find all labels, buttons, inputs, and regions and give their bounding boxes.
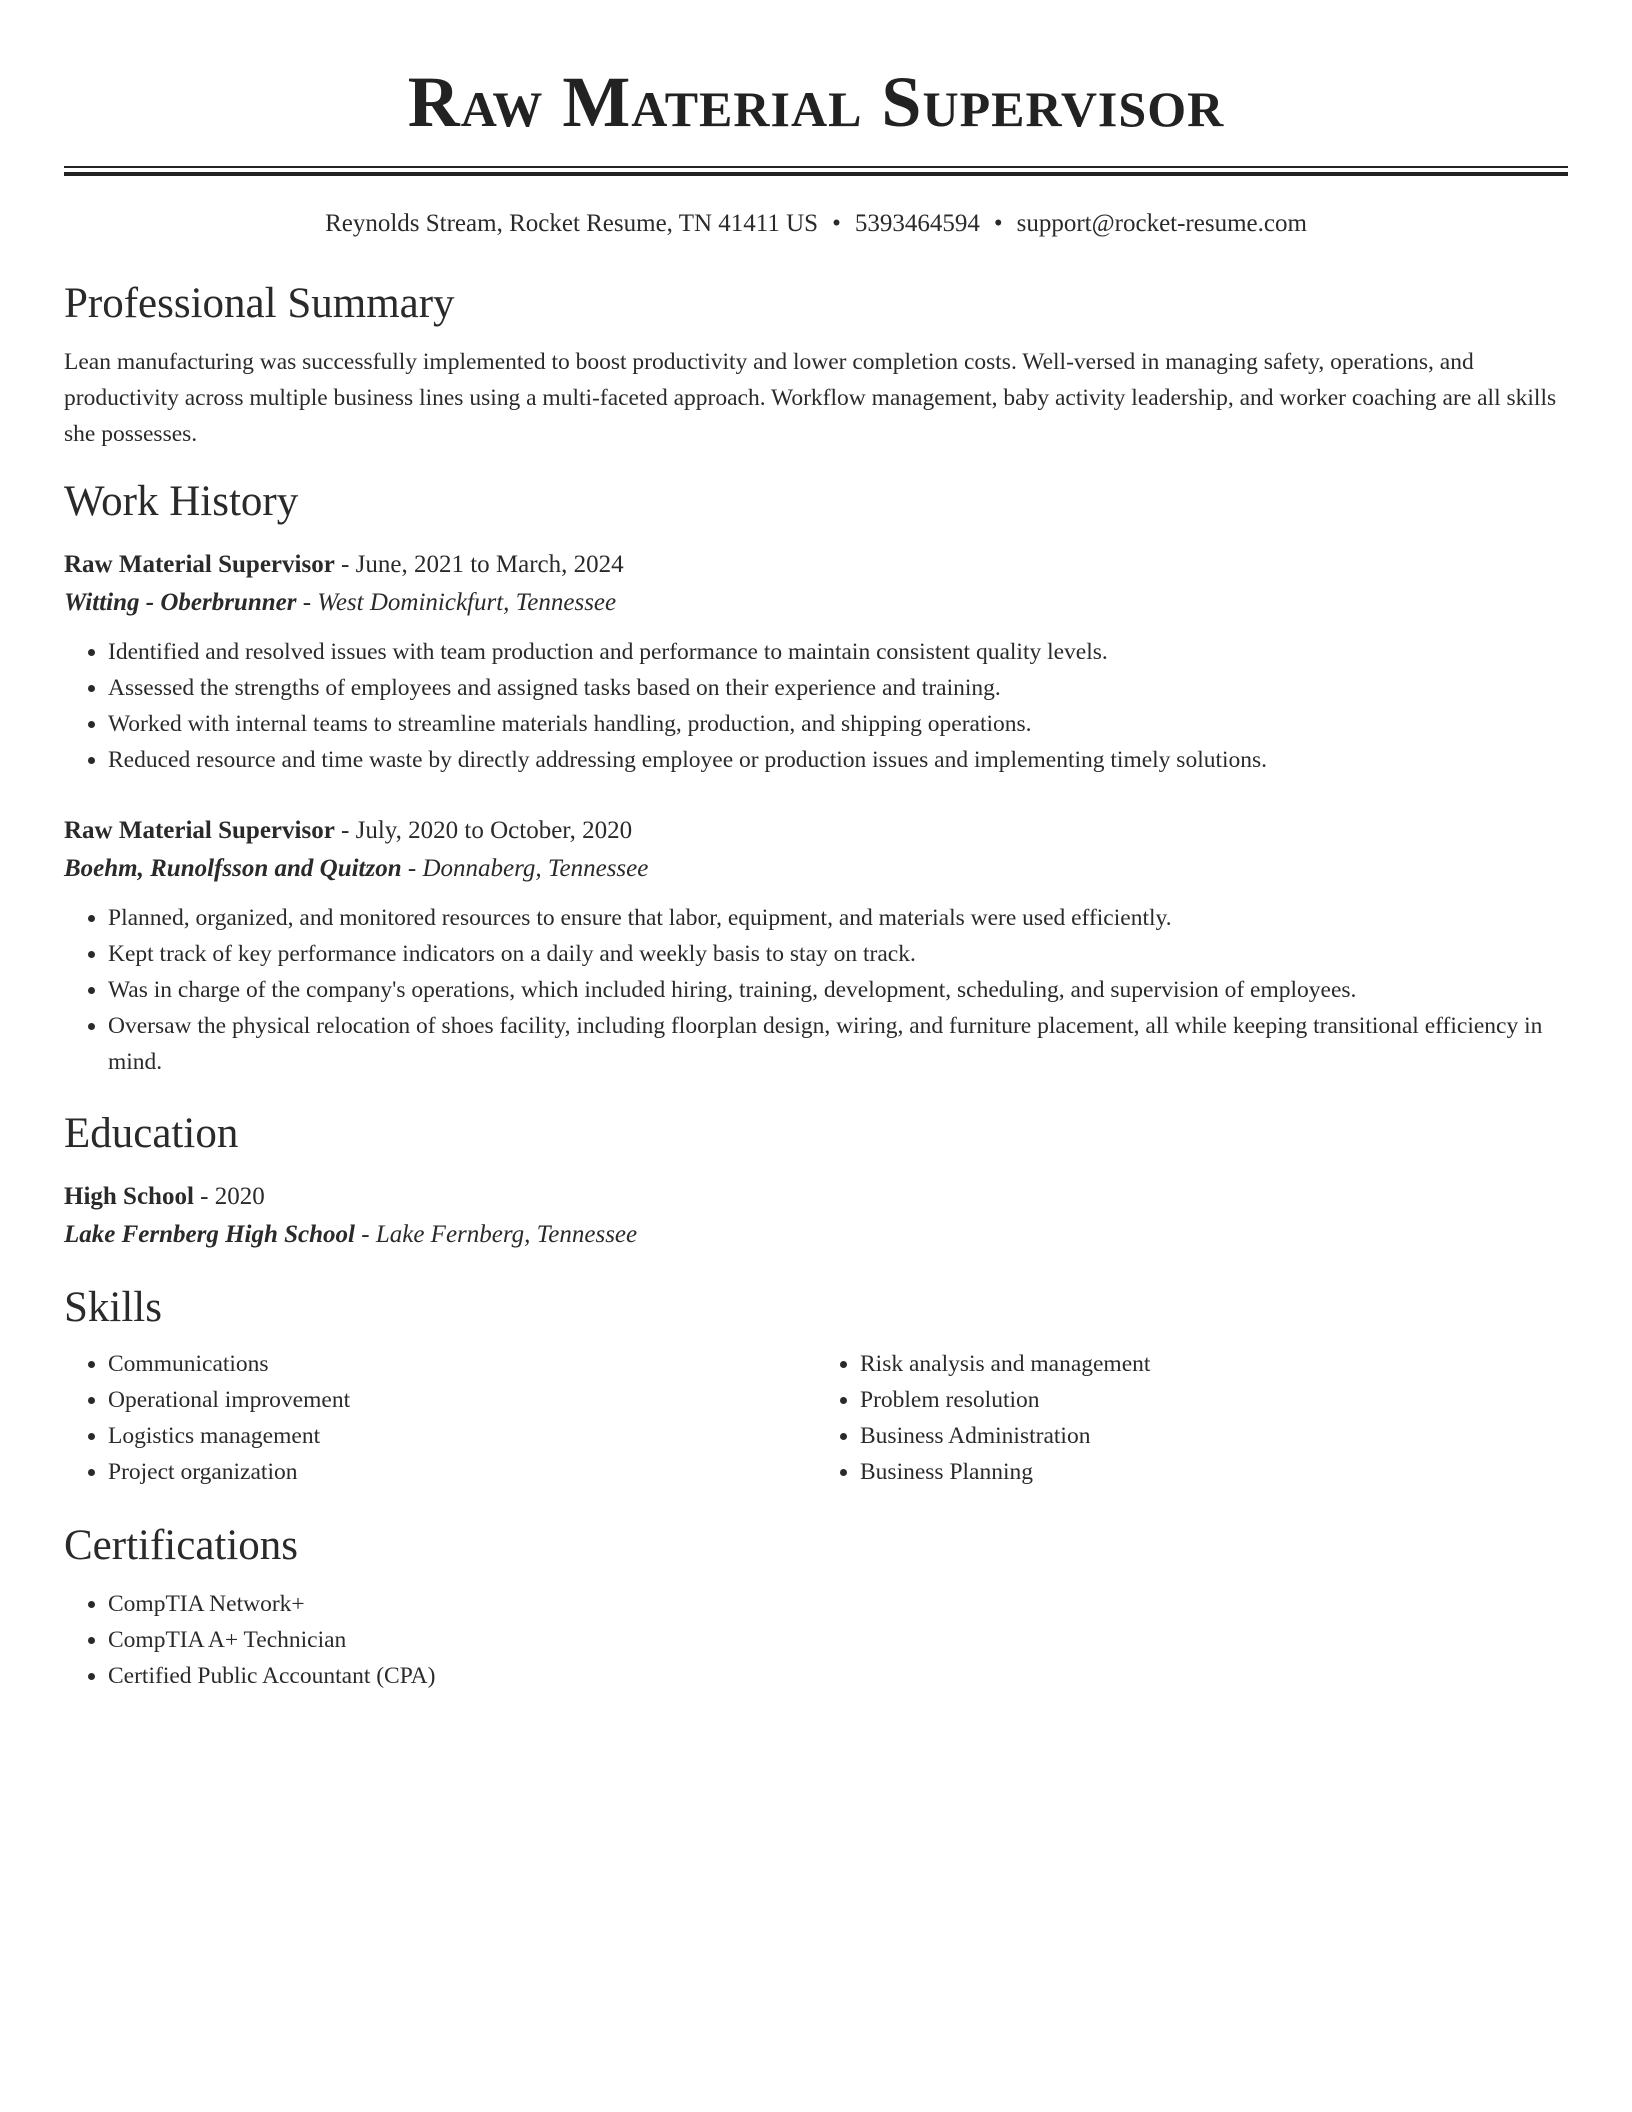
skill-item: • Project organization (108, 1454, 816, 1490)
job-bullet: • Reduced resource and time waste by directly addressing employee or production issues and implementing timely solutions. (108, 742, 1568, 778)
job-company-line (64, 850, 1568, 888)
contact-phone: 5393464594 (854, 210, 980, 237)
education-heading: Education (64, 1110, 239, 1157)
skills-grid (64, 1346, 1568, 1490)
job-bullet: • Kept track of key performance indicators on a daily and weekly basis to stay on track. (108, 936, 1568, 972)
skill-item: • Business Planning (860, 1454, 1568, 1490)
certification-item: • CompTIA A+ Technician (108, 1622, 1568, 1658)
job-dates: - June, 2021 to March, 2024 (334, 551, 624, 578)
skill-item: • Communications (108, 1346, 816, 1382)
certification-item: • Certified Public Accountant (CPA) (108, 1658, 1568, 1694)
skills-right-column (816, 1346, 1568, 1490)
education-location: - Lake Fernberg, Tennessee (355, 1221, 638, 1248)
summary-text: Lean manufacturing was successfully implemented to boost productivity and lower completion costs. Well-versed in managing safety, operations, and productivity across multiple business lines using a multi-faceted approach. Workflow management, baby activity leadership, and worker coaching are all skills she possesses. (64, 349, 1557, 447)
skill-item: • Operational improvement (108, 1382, 816, 1418)
job-position: Raw Material Supervisor (64, 551, 335, 578)
job-company: Boehm, Runolfsson and Quitzon (64, 855, 402, 882)
education-school-line (64, 1216, 1568, 1254)
skills-heading: Skills (64, 1284, 162, 1331)
education-degree: High School (64, 1183, 194, 1210)
skill-item: • Logistics management (108, 1418, 816, 1454)
certifications-list (64, 1586, 1568, 1694)
job-company-line (64, 584, 1568, 622)
contact-address: Reynolds Stream, Rocket Resume, TN 41411 US (325, 210, 819, 237)
contact-separator: • (832, 210, 841, 237)
job-bullet-list (64, 634, 1568, 778)
contact-line (64, 208, 1568, 240)
job-location: - West Dominickfurt, Tennessee (296, 589, 617, 616)
work-history-heading: Work History (64, 478, 299, 525)
job-bullet: • Planned, organized, and monitored resources to ensure that labor, equipment, and materials were used efficiently. (108, 900, 1568, 936)
job-bullet: • Assessed the strengths of employees and assigned tasks based on their experience and training. (108, 670, 1568, 706)
education-school: Lake Fernberg High School (64, 1221, 355, 1248)
job-company: Witting - Oberbrunner (64, 589, 297, 616)
certifications-heading: Certifications (64, 1522, 299, 1569)
job-position: Raw Material Supervisor (64, 817, 335, 844)
job-bullet: • Identified and resolved issues with team production and performance to maintain consistent quality levels. (108, 634, 1568, 670)
education-degree-line (64, 1178, 1568, 1216)
job-bullet: • Oversaw the physical relocation of shoes facility, including floorplan design, wiring, and furniture placement, all while keeping transitional efficiency in mind. (108, 1008, 1568, 1080)
skill-item: • Risk analysis and management (860, 1346, 1568, 1382)
header-double-rule (64, 166, 1568, 176)
education-year: - 2020 (193, 1183, 265, 1210)
job-bullet-list (64, 900, 1568, 1080)
skill-item: • Business Administration (860, 1418, 1568, 1454)
job-entry (64, 812, 1568, 1080)
job-bullet: • Was in charge of the company's operations, which included hiring, training, development, scheduling, and supervision of employees. (108, 972, 1568, 1008)
job-bullet: • Worked with internal teams to streamline materials handling, production, and shipping operations. (108, 706, 1568, 742)
job-title-line (64, 546, 1568, 584)
contact-separator: • (993, 210, 1003, 237)
skill-item: • Problem resolution (860, 1382, 1568, 1418)
contact-email: support@rocket-resume.com (1016, 210, 1307, 237)
candidate-name: Raw Material Supervisor (407, 62, 1225, 142)
skills-left-column (64, 1346, 816, 1490)
summary-heading: Professional Summary (64, 280, 455, 327)
certification-item: • CompTIA Network+ (108, 1586, 1568, 1622)
job-entry (64, 546, 1568, 778)
job-location: - Donnaberg, Tennessee (401, 855, 649, 882)
education-entry (64, 1178, 1568, 1254)
job-title-line (64, 812, 1568, 850)
job-dates: - July, 2020 to October, 2020 (334, 817, 633, 844)
